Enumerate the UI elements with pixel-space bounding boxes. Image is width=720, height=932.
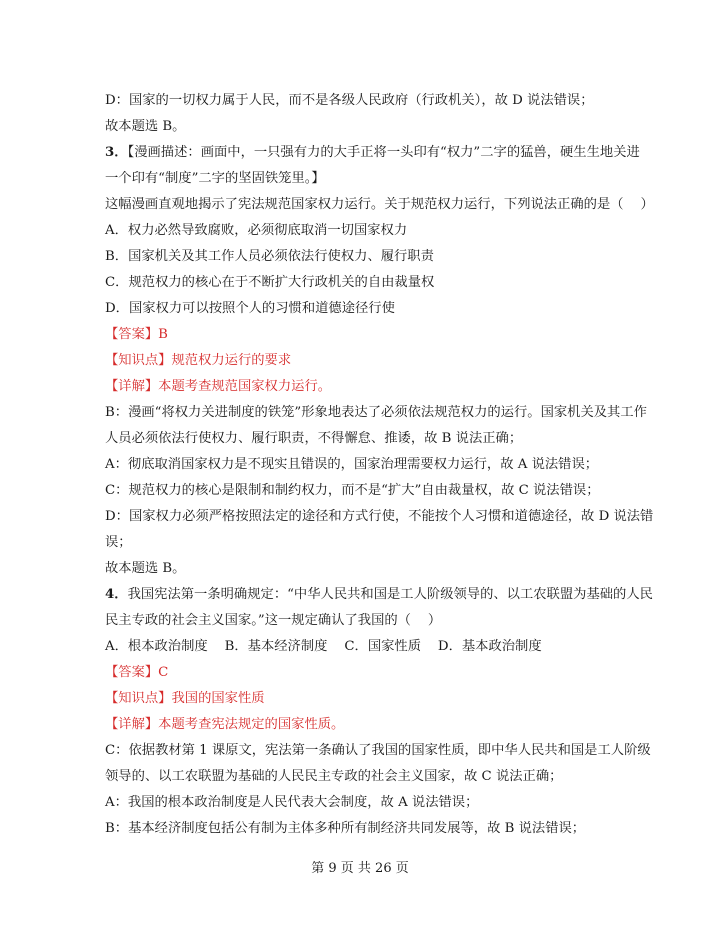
explanation-line: C：依据教材第 1 课原文，宪法第一条确认了我国的国家性质，即中华人民共和国是工人阶级 bbox=[105, 743, 651, 758]
explanation-line: B：基本经济制度包括公有制为主体多种所有制经济共同发展等，故 B 说法错误； bbox=[105, 821, 586, 836]
question-heading: 3．【漫画描述：画面中，一只强有力的大手正将一头印有“权力”二字的猛兽，硬生生地关进 bbox=[105, 145, 640, 160]
knowledge-point: 【知识点】规范权力运行的要求 bbox=[105, 353, 292, 368]
text-line: D：国家的一切权力属于人民，而不是各级人民政府（行政机关），故 D 说法错误； bbox=[105, 93, 594, 108]
question-stem: 这幅漫画直观地揭示了宪法规范国家权力运行。关于规范权力运行，下列说法正确的是（ ） bbox=[105, 197, 654, 212]
question-heading: 4．我国宪法第一条明确规定：“中华人民共和国是工人阶级领导的、以工农联盟为基础的人民 bbox=[105, 587, 653, 602]
document-body bbox=[105, 88, 654, 842]
question-number: 4． bbox=[105, 587, 128, 602]
explanation-line: A：我国的根本政治制度是人民代表大会制度，故 A 说法错误； bbox=[105, 795, 479, 810]
option-d: D．国家权力可以按照个人的习惯和道德途径行使 bbox=[105, 301, 395, 316]
explanation-line: B：漫画“将权力关进制度的铁笼”形象地表达了必须依法规范权力的运行。国家机关及其工作 bbox=[105, 405, 647, 420]
explanation-line: C：规范权力的核心是限制和制约权力，而不是“扩大”自由裁量权，故 C 说法错误； bbox=[105, 483, 600, 498]
explanation-label: 【详解】本题考查宪法规定的国家性质。 bbox=[105, 717, 345, 732]
explanation-line: 领导的、以工农联盟为基础的人民民主专政的社会主义国家，故 C 说法正确； bbox=[105, 769, 563, 784]
text-line: 故本题选 B。 bbox=[105, 119, 186, 134]
explanation-line: D：国家权力必须严格按照法定的途径和方式行使，不能按个人习惯和道德途径，故 D 说法错 bbox=[105, 509, 654, 524]
question-number: 3． bbox=[105, 145, 128, 160]
answer-label: 【答案】B bbox=[105, 327, 168, 342]
option-b: B．国家机关及其工作人员必须依法行使权力、履行职责 bbox=[105, 249, 434, 264]
explanation-line: 人员必须依法行使权力、履行职责，不得懈怠、推诿，故 B 说法正确； bbox=[105, 431, 523, 446]
option-a: A．权力必然导致腐败，必须彻底取消一切国家权力 bbox=[105, 223, 408, 238]
answer-label: 【答案】C bbox=[105, 665, 169, 680]
text-line: 故本题选 B。 bbox=[105, 561, 186, 576]
explanation-label: 【详解】本题考查规范国家权力运行。 bbox=[105, 379, 332, 394]
options-row: A．根本政治制度 B．基本经济制度 C．国家性质 D．基本政治制度 bbox=[105, 639, 542, 654]
knowledge-point: 【知识点】我国的国家性质 bbox=[105, 691, 265, 706]
option-c: C．规范权力的核心在于不断扩大行政机关的自由裁量权 bbox=[105, 275, 435, 290]
page-footer: 第 9 页 共 26 页 bbox=[311, 861, 409, 876]
explanation-line: A：彻底取消国家权力是不现实且错误的，国家治理需要权力运行，故 A 说法错误； bbox=[105, 457, 599, 472]
question-stem: 民主专政的社会主义国家。”这一规定确认了我国的（ ） bbox=[105, 613, 442, 628]
text-line: 一个印有“制度”二字的坚固铁笼里。】 bbox=[105, 171, 325, 186]
explanation-line: 误； bbox=[105, 535, 132, 550]
